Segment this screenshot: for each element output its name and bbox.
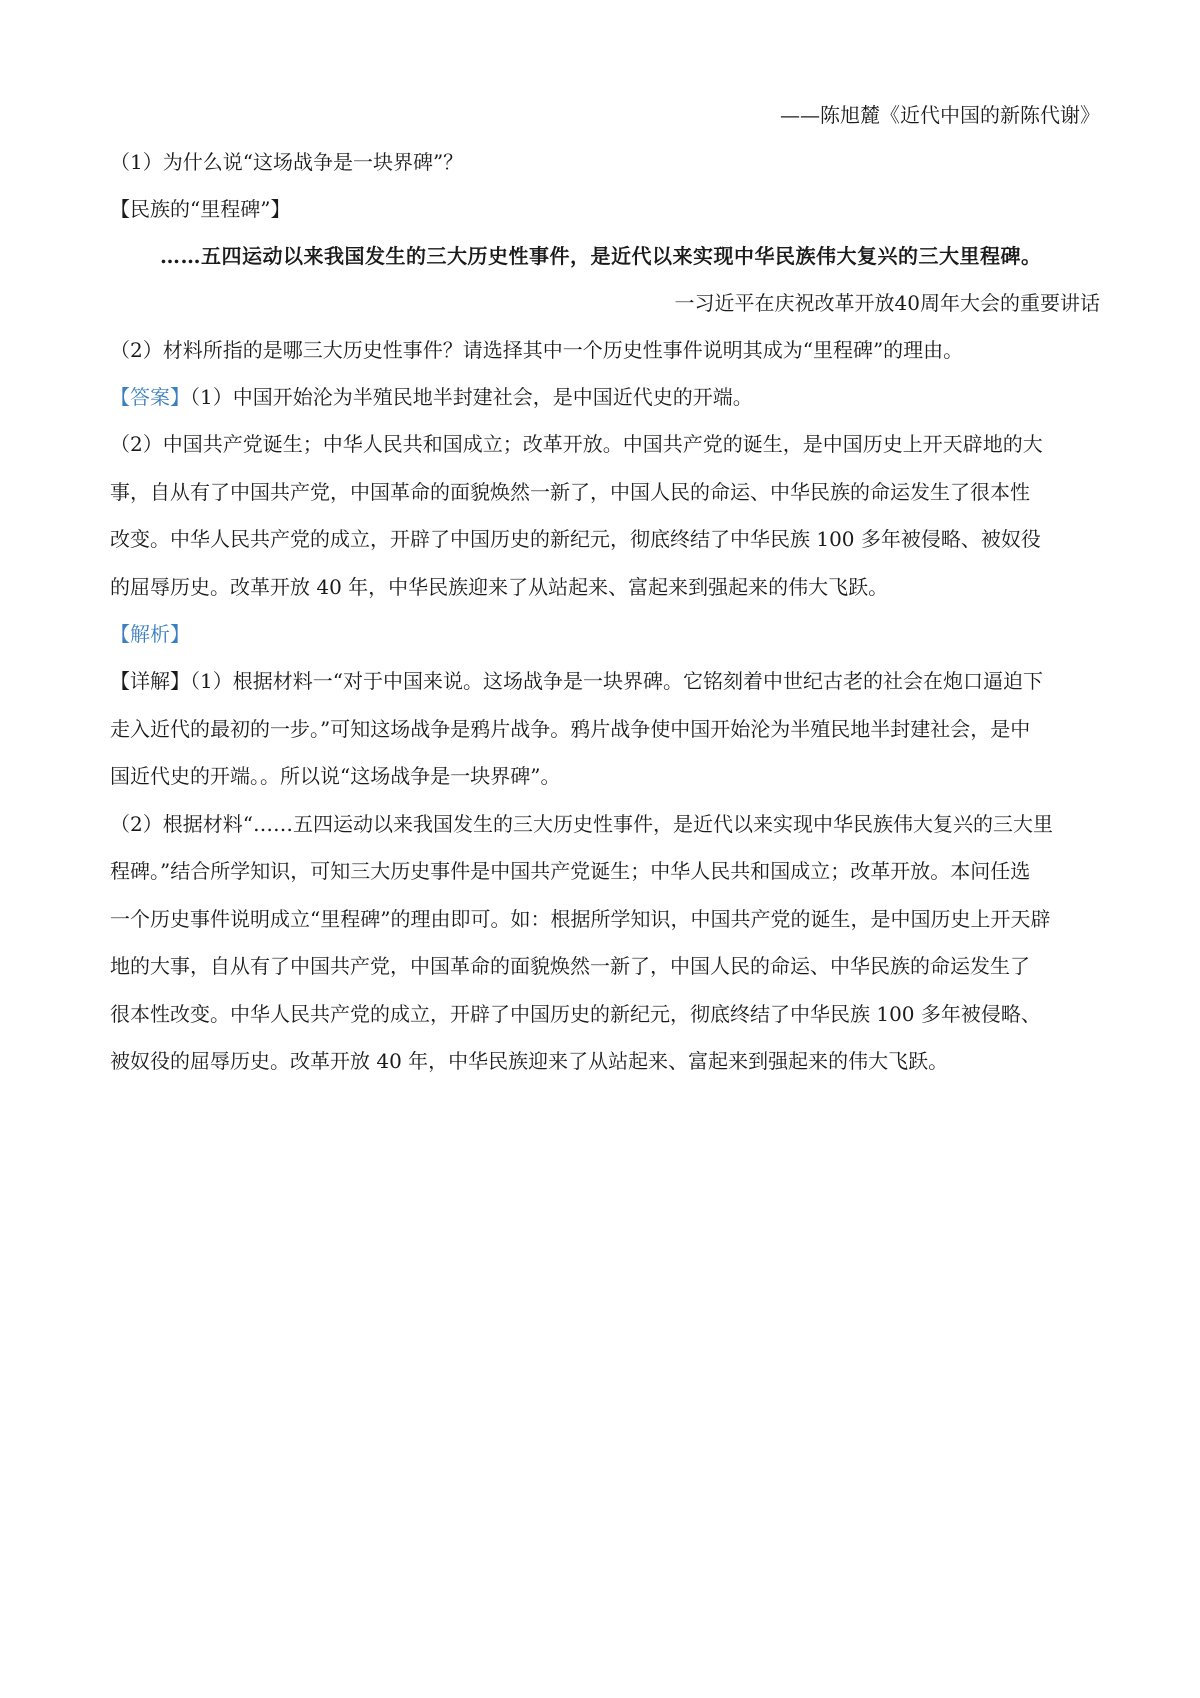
- detail-part-2-line: 很本性改变。中华人民共产党的成立，开辟了中国历史的新纪元，彻底终结了中华民族 100 多年被侵略、: [110, 1001, 1041, 1026]
- answer-label: 【答案】: [110, 385, 190, 409]
- detail-part-2-line: 被奴役的屈辱历史。改革开放 40 年，中华民族迎来了从站起来、富起来到强起来的伟大飞跃。: [110, 1049, 949, 1073]
- answer-part-2-line: 事，自从有了中国共产党，中国革命的面貌焕然一新了，中国人民的命运、中华民族的命运发生了很本性: [110, 479, 1030, 504]
- detail-part-1-line: 走入近代的最初的一步。”可知这场战争是鸦片战争。鸦片战争使中国开始沦为半殖民地半封建社会，是中: [110, 716, 1031, 741]
- analysis-label: 【解析】: [110, 622, 190, 646]
- answer-part-2: [110, 421, 1100, 611]
- answer-part-2-line: （2）中国共产党诞生；中华人民共和国成立；改革开放。中国共产党的诞生，是中国历史上开天辟地的大: [110, 432, 1043, 456]
- detail-part-1-line: [110, 658, 1100, 706]
- answer-part-2-line: 改变。中华人民共产党的成立，开辟了中国历史的新纪元，彻底终结了中华民族 100 多年被侵略、被奴役: [110, 527, 1041, 551]
- answer-part-1: [110, 374, 1100, 421]
- detail-part-1: [110, 658, 1100, 801]
- document-page: [110, 92, 1100, 1086]
- quote-source: 一习近平在庆祝改革开放40周年大会的重要讲话: [674, 291, 1100, 315]
- question-1: （1）为什么说“这场战争是一块界碑”？: [110, 150, 464, 174]
- section-title: 【民族的“里程碑”】: [110, 197, 291, 221]
- detail-part-2-line: 地的大事，自从有了中国共产党，中国革命的面貌焕然一新了，中国人民的命运、中华民族的命运发生了: [110, 954, 1030, 978]
- answer-part-2-line: 的屈辱历史。改革开放 40 年，中华民族迎来了从站起来、富起来到强起来的伟大飞跃。: [110, 574, 889, 599]
- source-attribution: ——陈旭麓《近代中国的新陈代谢》: [780, 103, 1100, 127]
- detail-part-2-line: 程碑。”结合所学知识，可知三大历史事件是中国共产党诞生；中华人民共和国成立；改革开放。本问任选: [110, 859, 1031, 883]
- question-2: （2）材料所指的是哪三大历史性事件？请选择其中一个历史性事件说明其成为“里程碑”的理由。: [110, 338, 964, 362]
- quote-text: ……五四运动以来我国发生的三大历史性事件，是近代以来实现中华民族伟大复兴的三大里程碑。: [160, 244, 1042, 268]
- detail-part-1-line-text: （1）根据材料一“对于中国来说。这场战争是一块界碑。它铭刻着中世纪古老的社会在炮口逼迫下: [190, 669, 1043, 693]
- detail-part-2-line: （2）根据材料“……五四运动以来我国发生的三大历史性事件，是近代以来实现中华民族伟大复兴的三大里: [110, 811, 1053, 836]
- detail-part-2-line: 一个历史事件说明成立“里程碑”的理由即可。如：根据所学知识，中国共产党的诞生，是中国历史上开天辟: [110, 906, 1051, 931]
- detail-part-1-line: 国近代史的开端。。所以说“这场战争是一块界碑”。: [110, 764, 561, 788]
- answer-part-1-text: （1）中国开始沦为半殖民地半封建社会，是中国近代史的开端。: [190, 385, 753, 409]
- detail-part-2: [110, 801, 1100, 1086]
- detail-label: 【详解】: [110, 669, 190, 693]
